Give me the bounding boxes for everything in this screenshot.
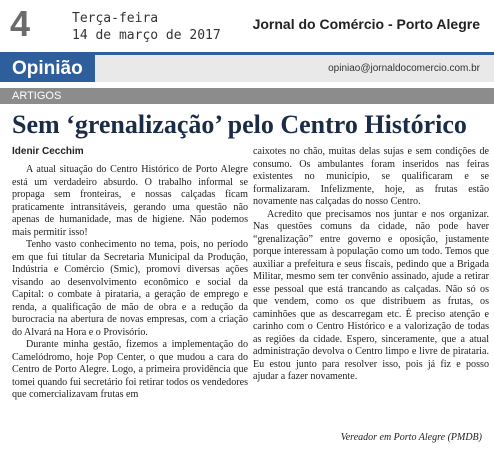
section-email[interactable]: opiniao@jornaldocomercio.com.br (328, 63, 480, 74)
masthead (0, 0, 494, 50)
article-column-left (12, 164, 248, 402)
section-bar (0, 52, 494, 82)
page-number: 4 (10, 3, 31, 44)
section-title: Opinião (0, 55, 95, 82)
paragraph: A atual situação do Centro Histórico de Porto Alegre está um verdadeiro absurdo. O trabalho informal se propaga sem fronteiras, e nossas calçadas ficam praticamente intransitáveis, gerando uma questão não apenas de humanidade, mas de higiene. Não podemos mais permitir isso! (12, 164, 248, 238)
author-signature: Vereador em Porto Alegre (PMDB) (340, 432, 482, 443)
date-block (72, 10, 221, 44)
paragraph: Acredito que precisamos nos juntar e nos organizar. Nas questões comuns da cidade, não pode haver “grenalização” entre governo e oposição, justamente porque interessam à população como um todo. Temos que auxiliar a prefeitura e seus fiscais, pedindo que a Brigada Militar, mesmo sem ter convênio assinado, ajude a retirar esse pessoal que está trancando as calçadas. Não só os que vendem, como os que distribuem as frutas, os caminhões que as descarregam etc. É preciso atenção e carinho com o Centro Histórico e a valorização de todas as regiões da cidade. Espero, sinceramente, que a atual administração devolva o Centro limpo e livre de pirataria. Eu estou junto para resolver isso, pois já fiz e posso ajudar a fazer novamente. (253, 208, 489, 382)
paragraph: caixotes no chão, muitas delas sujas e sem condições de consumo. Os ambulantes foram inseridos nas feiras existentes no município, se qualificaram e se formalizaram. Infelizmente, hoje, as frutas estão novamente nas calçadas do nosso Centro. (253, 146, 489, 207)
article-headline: Sem ‘grenalização’ pelo Centro Histórico (12, 110, 467, 139)
kicker-label: ARTIGOS (0, 88, 494, 104)
article-column-right (253, 146, 489, 384)
weekday: Terça-feira (72, 11, 159, 26)
paragraph: Tenho vasto conhecimento no tema, pois, no período em que fui titular da Secretaria Municipal da Produção, Indústria e Comércio (Smic), promovi diversas ações visando ao desenvolvimento econômico e social da Capital: o combate à pirataria, a geração de emprego e renda, a qualificação de mão de obra e a redução da burocracia na abertura de novas empresas, com a criação do Alvará na Hora e o Provisório. (12, 239, 248, 338)
newspaper-name: Jornal do Comércio - Porto Alegre (252, 16, 480, 32)
article-author: Idenir Cecchim (12, 146, 84, 157)
paragraph: Durante minha gestão, fizemos a implementação do Camelódromo, hoje Pop Center, o que mudou a cara do Centro de Porto Alegre. Logo, a primeira providência que tomei quando fui secretário foi retirar todos os vendedores que comercializavam frutas em (12, 339, 249, 400)
date: 14 de março de 2017 (72, 28, 221, 43)
